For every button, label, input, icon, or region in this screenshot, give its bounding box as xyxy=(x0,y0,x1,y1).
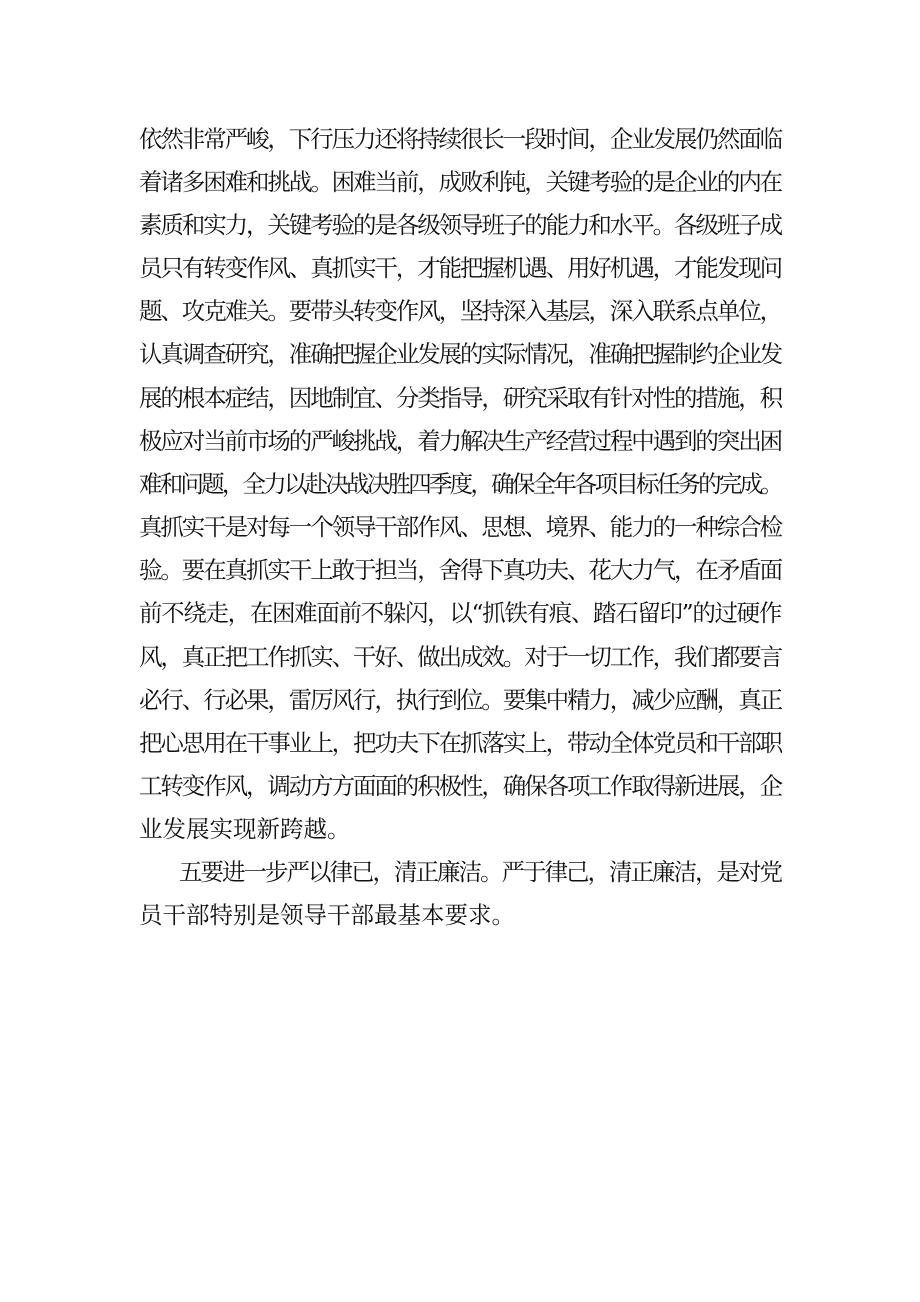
text-line: 风，真正把工作抓实、干好、做出成效。对于一切工作，我们都要言 xyxy=(139,643,781,671)
text-line: 员干部特别是领导干部最基本要求。 xyxy=(139,901,515,929)
text-line: 着诸多困难和挑战。困难当前，成败利钝，关键考验的是企业的内在 xyxy=(139,168,781,196)
text-line: 业发展实现新跨越。 xyxy=(139,815,351,843)
text-line: 真抓实干是对每一个领导干部作风、思想、境界、能力的一种综合检 xyxy=(139,513,781,541)
text-line: 把心思用在干事业上，把功夫下在抓落实上，带动全体党员和干部职 xyxy=(139,729,781,757)
text-line: 素质和实力，关键考验的是各级领导班子的能力和水平。各级班子成 xyxy=(139,211,781,239)
text-line: 必行、行必果，雷厉风行，执行到位。要集中精力，减少应酬，真正 xyxy=(139,686,781,714)
text-line: 工转变作风，调动方方面面的积极性，确保各项工作取得新进展，企 xyxy=(139,772,781,800)
text-line: 难和问题，全力以赴决战决胜四季度，确保全年各项目标任务的完成。 xyxy=(139,470,782,498)
text-line: 员只有转变作风、真抓实干，才能把握机遇、用好机遇，才能发现问 xyxy=(139,254,781,282)
text-line: 验。要在真抓实干上敢于担当，舍得下真功夫、花大力气，在矛盾面 xyxy=(139,556,781,584)
text-line: 五要进一步严以律已，清正廉洁。严于律己，清正廉洁，是对党 xyxy=(179,858,781,886)
text-line: 依然非常严峻，下行压力还将持续很长一段时间，企业发展仍然面临 xyxy=(139,125,781,153)
text-line: 展的根本症结，因地制宜、分类指导，研究采取有针对性的措施，积 xyxy=(139,384,781,412)
text-line: 题、攻克难关。要带头转变作风，坚持深入基层，深入联系点单位， xyxy=(139,297,781,325)
text-line: 极应对当前市场的严峻挑战，着力解决生产经营过程中遇到的突出困 xyxy=(139,427,781,455)
text-line: 认真调查研究，准确把握企业发展的实际情况，准确把握制约企业发 xyxy=(139,340,781,368)
text-line: 前不绕走，在困难面前不躲闪，以“抓铁有痕、踏石留印”的过硬作 xyxy=(139,599,782,627)
